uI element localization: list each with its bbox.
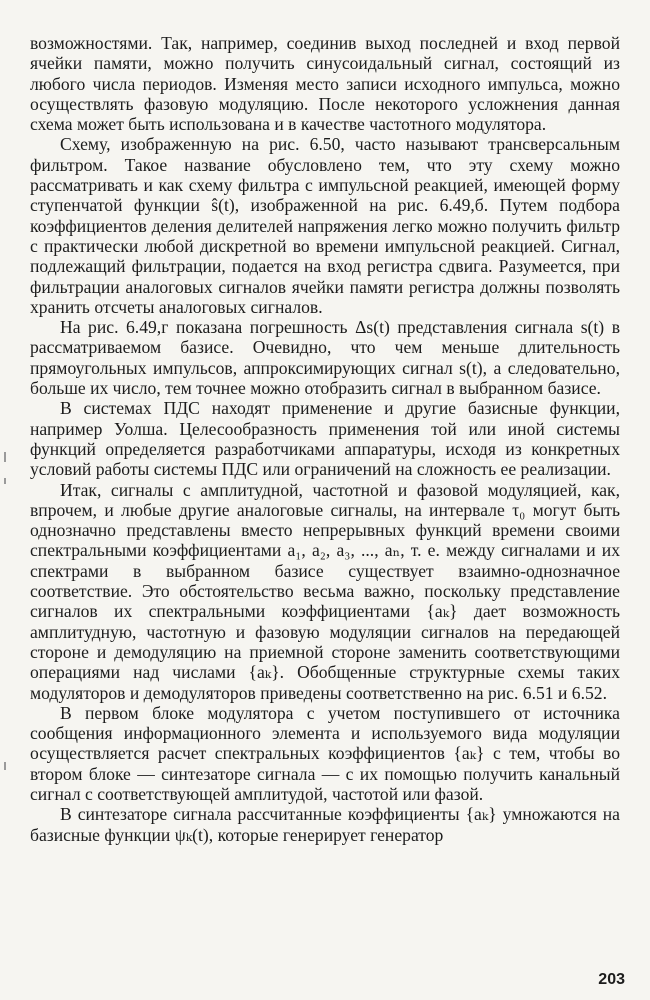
page-number: 203 <box>598 971 625 988</box>
paragraph-1: возможностями. Так, например, соединив выход последней и вход первой ячейки памяти, можно получить синусоидальный сигнал, состоящий из любого числа периодов. Изменяя место записи исходного импульса, можно осуществлять фазовую модуляцию. После некоторого усложнения данная схема может быть использована и в качестве частотного модулятора. <box>30 33 620 135</box>
paragraph-2: Схему, изображенную на рис. 6.50, часто называют трансверсальным фильтром. Такое название обусловлено тем, что эту схему можно рассматривать и как схему фильтра с импульсной реакцией, имеющей форму ступенчатой функции ŝ(t), изображенной на рис. 6.49,б. Путем подбора коэффициентов деления делителей напряжения легко можно получить фильтр с практически любой дискретной во времени импульсной реакцией. Сигнал, подлежащий фильтрации, подается на вход регистра сдвига. Разумеется, при фильтрации аналоговых сигналов ячейки памяти регистра должны позволять хранить отсчеты аналоговых сигналов. <box>30 134 620 317</box>
paragraph-3: На рис. 6.49,г показана погрешность Δs(t) представления сигнала s(t) в рассматриваемом базисе. Очевидно, что чем меньше длительность прямоугольных импульсов, аппроксимирующих сигнал s(t), а следовательно, больше их число, тем точнее можно отобразить сигнал в выбранном базисе. <box>30 317 620 399</box>
margin-mark <box>4 478 6 484</box>
margin-mark <box>4 762 6 770</box>
paragraph-5: Итак, сигналы с амплитудной, частотной и фазовой модуляцией, как, впрочем, и любые другие аналоговые сигналы, на интервале τ₀ могут быть однозначно представлены вместо непрерывных функций времени своими спектральными коэффициентами a₁, a₂, a₃, ..., aₙ, т. е. между сигналами и их спектрами в выбранном базисе существует взаимно-однозначное соответствие. Это обстоятельство весьма важно, поскольку представление сигналов их спектральными коэффициентами {aₖ} дает возможность амплитудную, частотную и фазовую модуляции сигналов на передающей стороне и демодуляцию на приемной стороне заменить соответствующими операциями над числами {aₖ}. Обобщенные структурные схемы таких модуляторов и демодуляторов приведены соответственно на рис. 6.51 и 6.52. <box>30 479 620 703</box>
paragraph-6: В первом блоке модулятора с учетом поступившего от источника сообщения информационного элемента и используемого вида модуляции осуществляется расчет спектральных коэффициентов {aₖ} с тем, чтобы во втором блоке — синтезаторе сигнала — с их помощью получить канальный сигнал с соответствующей амплитудой, частотой или фазой. <box>30 702 620 804</box>
margin-mark <box>4 452 6 462</box>
paragraph-7: В синтезаторе сигнала рассчитанные коэффициенты {aₖ} умножаются на базисные функции ψₖ(t), которые генерирует генератор <box>30 804 620 845</box>
paragraph-4: В системах ПДС находят применение и другие базисные функции, например Уолша. Целесообразность применения той или иной системы функций определяется разработчиками аппаратуры, исходя из конкретных условий работы системы ПДС или ограничений на сложность ее реализации. <box>30 398 620 480</box>
body-text <box>30 33 620 845</box>
